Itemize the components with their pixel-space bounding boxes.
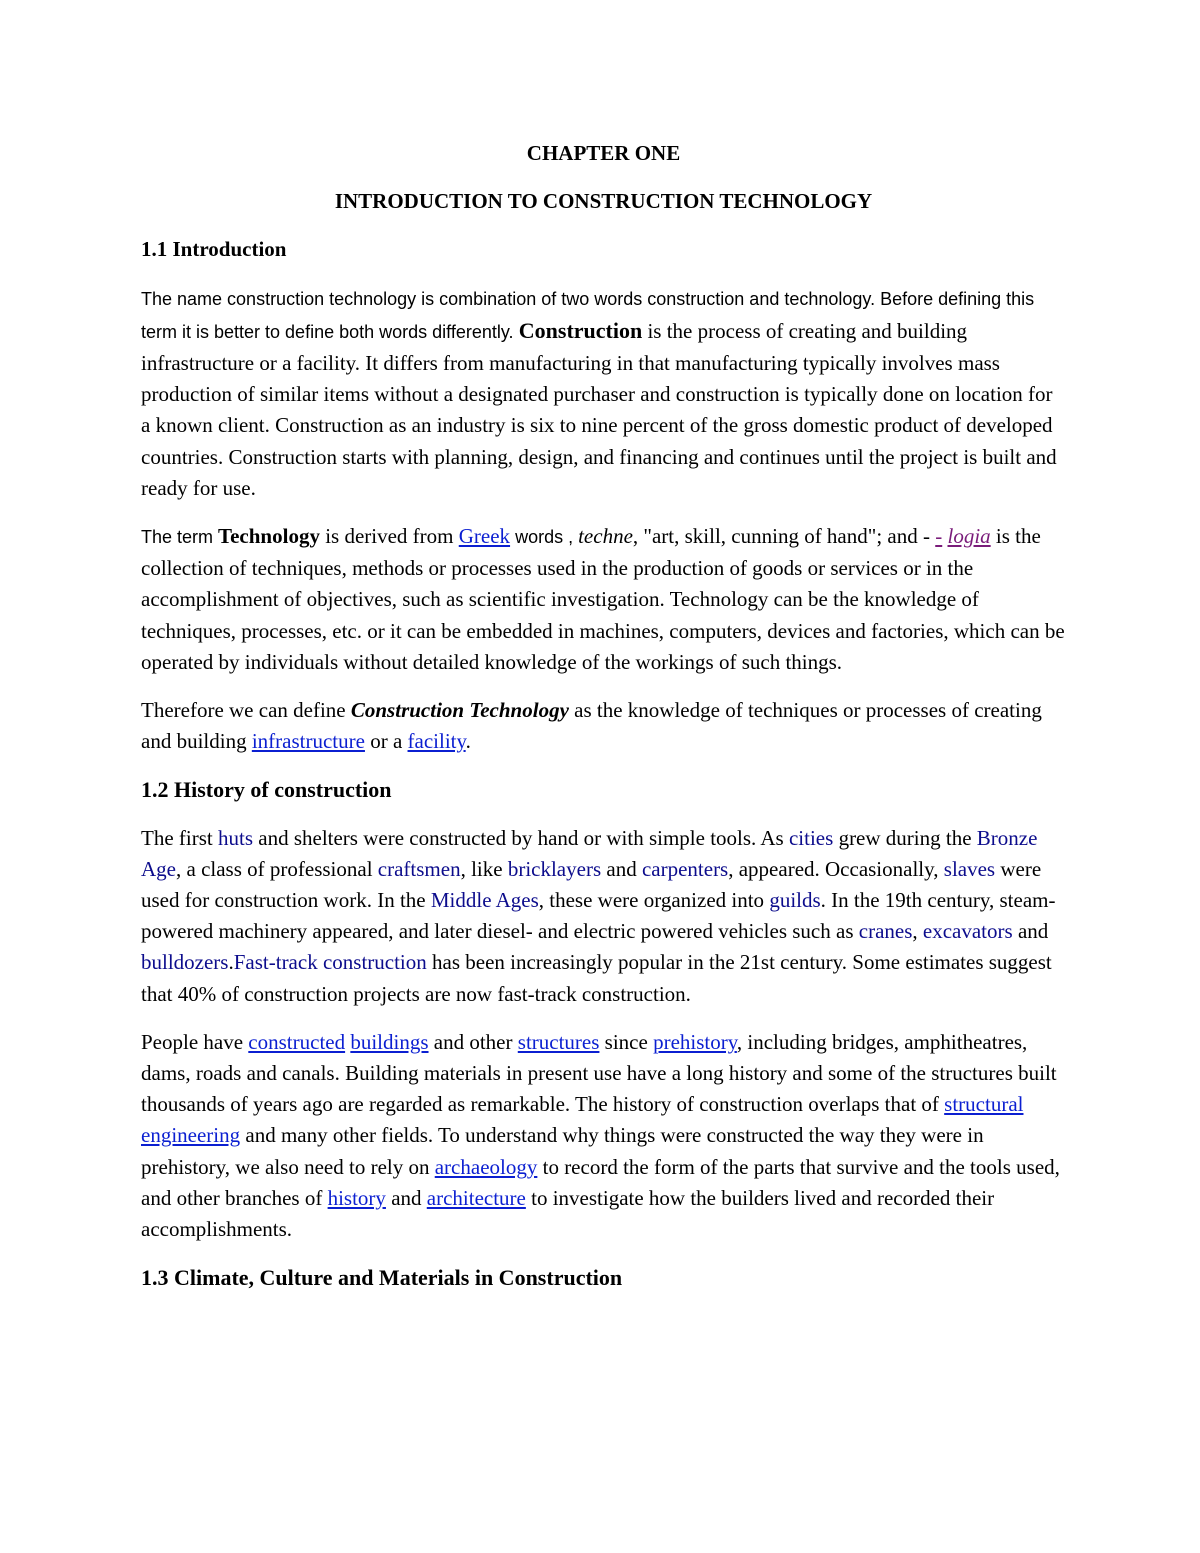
link-cities[interactable]: cities (788, 825, 834, 850)
term-technology: Technology (218, 524, 320, 549)
text: to investigate how the builders lived and recorded their accomplishments. (141, 1185, 995, 1242)
link-dash[interactable]: - (935, 524, 943, 549)
paragraph-history-2 (141, 1027, 1066, 1245)
term-construction: Construction (518, 317, 643, 343)
text: , including bridges, amphitheatres, dams, roads and canals. Building materials in present use have a long history and some of the structures built thousands of years ago are regarded as remarkable. The history of construction overlaps that of (141, 1029, 1057, 1117)
text: , "art, skill, cunning of hand"; and - (632, 524, 936, 549)
text: , a class of professional (176, 856, 378, 881)
link-bricklayers[interactable]: bricklayers (507, 856, 602, 881)
link-guilds[interactable]: guilds (769, 888, 821, 913)
text: is the collection of techniques, methods or processes used in the production of goods or services or in the accomplishment of objectives, such as scientific investigation. Technology can be the knowledge of techniques, processes, etc. or it can be embedded in machines, computers, devices and factories, which can be operated by individuals without detailed knowledge of the workings of such things. (141, 524, 1065, 674)
text: and many other fields. To understand why things were constructed the way they were in prehistory, we also need to rely on (141, 1123, 984, 1179)
section-heading-introduction: 1.1 Introduction (141, 237, 287, 262)
paragraph-technology-definition (141, 521, 1066, 678)
link-slaves[interactable]: slaves (943, 856, 996, 881)
link-bronze-age[interactable]: Bronze Age (141, 825, 1038, 881)
text: to record the form of the parts that survive and the tools used, and other branches of (141, 1154, 1060, 1210)
term-techne: techne (578, 524, 633, 549)
chapter-label: CHAPTER ONE (526, 141, 681, 165)
link-carpenters[interactable]: carpenters (641, 856, 729, 881)
link-facility[interactable]: facility (407, 729, 466, 754)
text: has been increasingly popular in the 21st century. Some estimates suggest that 40% of construction projects are now fast-track construction. (141, 950, 1052, 1006)
paragraph-construction-technology (141, 695, 1066, 757)
text: , appeared. Occasionally, (728, 856, 944, 881)
term-logia: logia (947, 524, 991, 549)
text: and shelters were constructed by hand or with simple tools. As (253, 825, 789, 850)
text: , like (460, 856, 508, 881)
term-construction-technology: Construction Technology (350, 698, 569, 723)
text: The term (141, 527, 219, 548)
document-body (141, 138, 1066, 1311)
link-buildings[interactable]: buildings (350, 1029, 429, 1054)
link-greek[interactable]: Greek (458, 524, 511, 549)
link-archaeology[interactable]: archaeology (434, 1154, 538, 1179)
text: The name construction technology is combination of two words construction and technology. Before defining this term it is better to define both words differently. (141, 288, 1035, 342)
text: Therefore we can define (141, 698, 351, 723)
link-fast-track-construction[interactable]: Fast-track construction (233, 950, 427, 975)
text: since (599, 1029, 654, 1054)
link-structures[interactable]: structures (517, 1029, 600, 1054)
link-middle-ages[interactable]: Middle Ages (430, 888, 539, 913)
link-prehistory[interactable]: prehistory (653, 1029, 737, 1054)
text: and other (428, 1029, 518, 1054)
link-history[interactable]: history (327, 1185, 386, 1210)
text: words , (510, 527, 579, 548)
text: and (1012, 919, 1049, 944)
text: . (228, 950, 234, 975)
text: The first (141, 825, 218, 850)
section-heading-history: 1.2 History of construction (141, 777, 392, 803)
paragraph-construction-definition (141, 283, 1066, 504)
text: . In the 19th century, steam-powered machinery appeared, and later diesel- and electric powered vehicles such as (141, 888, 1056, 944)
page-title: INTRODUCTION TO CONSTRUCTION TECHNOLOGY (334, 189, 873, 214)
link-huts[interactable]: huts (217, 825, 253, 850)
text: or a (364, 729, 408, 754)
section-heading-climate-culture-materials: 1.3 Climate, Culture and Materials in Construction (141, 1265, 623, 1291)
text: and (601, 856, 642, 881)
text: grew during the (833, 825, 977, 850)
text: , (912, 919, 923, 944)
link-architecture[interactable]: architecture (426, 1185, 526, 1210)
link-structural-engineering[interactable]: structural engineering (141, 1092, 1024, 1148)
text: is the process of creating and building infrastructure or a facility. It differs from manufacturing in that manufacturing typically involves mass production of similar items without a designated purchaser and construction is typically done on location for a known client. Construction as an industry is six to nine percent of the gross domestic product of developed countries. Construction starts with planning, design, and financing and continues until the project is built and ready for use. (141, 318, 1057, 500)
text: People have (141, 1029, 249, 1054)
paragraph-history-1 (141, 823, 1066, 1010)
text: is derived from (319, 524, 459, 549)
text: , these were organized into (538, 888, 770, 913)
link-craftsmen[interactable]: craftsmen (377, 856, 461, 881)
text: . (465, 729, 471, 754)
text: and (385, 1185, 427, 1210)
text: were used for construction work. In the (141, 856, 1042, 913)
link-logia[interactable] (947, 524, 990, 548)
link-constructed[interactable]: constructed (248, 1029, 346, 1054)
text: as the knowledge of techniques or processes of creating and building (141, 698, 1042, 754)
link-bulldozers[interactable]: bulldozers (141, 950, 229, 975)
link-cranes[interactable]: cranes (858, 919, 913, 944)
link-infrastructure[interactable]: infrastructure (251, 729, 365, 754)
link-excavators[interactable]: excavators (922, 919, 1013, 944)
